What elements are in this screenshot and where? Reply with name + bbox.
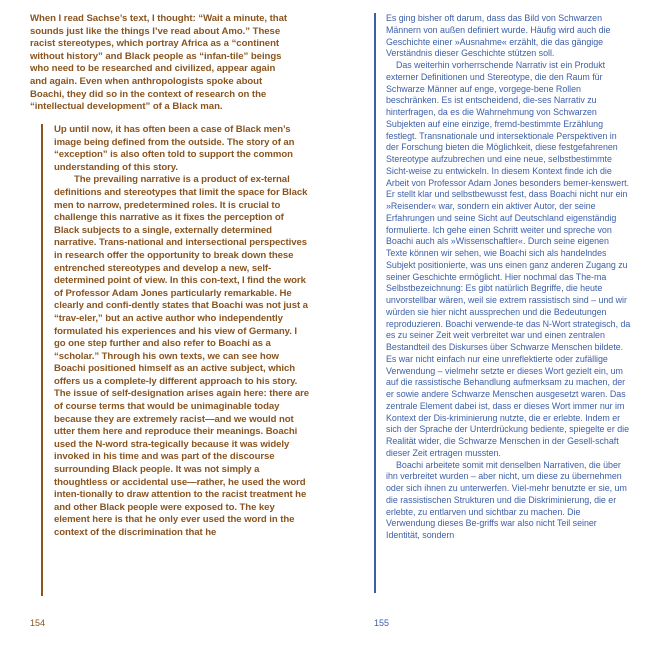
german-quote-block [374, 13, 631, 593]
intro-paragraph: When I read Sachse’s text, I thought: “Wait a minute, that sounds just like the things I’ve read about Amo.” These racist stereotypes, which portray Africa as a “continent without history” and Black people as “infan-tile” beings who need to be researched and civilized, appear again and again. Even when anthropologists spoke about Boachi, they did so in the context of research on the “intellectual development” of a Black man. [30, 13, 288, 113]
english-quote-paragraph-2: The prevailing narrative is a product of ex-ternal definitions and stereotypes that limit the space for Black men to narrow, predetermined roles. It is crucial to challenge this narrative as it fixes the perception of Black subjects to a single, externally determined narrative. Trans-national and intersectional perspectives in research offer the opportunity to break down these entrenched stereotypes and develop a new, self-determined point of view. In this con-text, I find the work of Professor Adam Jones particularly remarkable. He clearly and confi-dently states that Boachi was not just a “trav-eler,” but an active author who independently formulated his experiences and his view of Germany. I go one step further and also refer to Boachi as a “scholar.” Through his own texts, we can see how Boachi positioned himself as an active subject, which offers us a complete-ly different approach to his story. The issue of self-designation arises again here: there are of course terms that would be unimaginable today because they are extremely racist—and we would not utter them here and reproduce their meanings. Boachi used the N-word stra-tegically because it was widely invoked in his time and was part of the discourse surrounding Black people. It was not simply a thoughtless or accidental use—rather, he used the word inten-tionally to draw attention to the racist treatment he and other Black people were exposed to. The key element here is that he only ever used the word in the context of the discrimination that he [54, 174, 310, 538]
english-quote-block [41, 124, 309, 596]
german-quote-paragraph-1: Es ging bisher oft darum, dass das Bild von Schwarzen Männern von außen definiert wurde. Häufig wird auch die Geschichte einer »Ausnahme« erzählt, die das gängige Verständnis dieser Geschichte stützen soll. [386, 13, 611, 59]
page-number-left: 154 [30, 618, 46, 628]
english-quote-paragraph-1: Up until now, it has often been a case of Black men’s image being defined from the outside. The story of an “exception” is also often told to support the common understanding of this story. [54, 124, 295, 173]
page-number-right: 155 [374, 618, 390, 628]
german-quote-paragraph-2: Das weiterhin vorherrschende Narrativ ist ein Produkt externer Definitionen und Stereotype, die den Raum für Schwarze Männer auf enge, vorgege-bene Rollen beschränken. Es ist entscheidend, die-ses Narrativ zu hinterfragen, da es die Wahrnehmung von Schwarzen Subjekten auf eine einzige, fremd-bestimmte Erzählung festlegt. Transnationale und intersektionale Perspektiven in der Forschung bieten die Möglichkeit, diese festgefahrenen Stereotype aufzubrechen und eine neue, selbstbestimmte Sicht-weise zu entwickeln. In diesem Kontext finde ich die Arbeit von Professor Adam Jones besonders bemer-kenswert. Er stellt klar und selbstbewusst fest, dass Boachi nicht nur ein »Reisender« war, sondern ein aktiver Autor, der seine Erfahrungen und seine Sicht auf Deutschland eigenständig formulierte. Ich gehe einen Schritt weiter und spreche von Boachi auch als »Wissenschaftler«. Durch seine eigenen Texte können wir sehen, wie Boachi sich als handelndes Subjekt positionierte, was uns einen ganz anderen Zugang zu seiner Geschichte ermöglicht. Hier nochmal das The-ma Selbstbezeichnung: Es gibt natürlich Begriffe, die heute unvorstellbar wären, weil sie extrem rassistisch sind – und wir würden sie hier nicht aussprechen und die Bedeutungen reproduzieren. Boachi verwende-te das N-Wort strategisch, da es zu seiner Zeit weit verbreitet war und einen zentralen Bestandteil des Diskurses über Schwarze Menschen bildete. Es war nicht einfach nur eine unreflektierte oder zufällige Verwendung – vielmehr setzte er dieses Wort gezielt ein, um auf die rassistische Behandlung aufmerksam zu machen, der er sowie andere Schwarze Menschen ausgesetzt waren. Das zentrale Element dabei ist, dass er dieses Wort immer nur im Kontext der Dis-kriminierung nutzte, die er erlebte. Indem er sich der Sprache der Unterdrückung bediente, spiegelte er die Realität wider, die Schwarze Menschen in der Gesell-schaft dieser Zeit ertragen mussten. [386, 60, 631, 458]
german-quote-paragraph-3: Boachi arbeitete somit mit denselben Narrativen, die über ihn verbreitet wurden – aber nicht, um diese zu übernehmen oder sich ihnen zu unterwerfen. Viel-mehr benutzte er sie, um die rassistischen Strukturen und die Diskriminierung, die er erlebte, zu entlarven und sichtbar zu machen. Die Verwendung dieses Be-griffs war also nicht Teil seiner Identität, sondern [386, 459, 627, 540]
